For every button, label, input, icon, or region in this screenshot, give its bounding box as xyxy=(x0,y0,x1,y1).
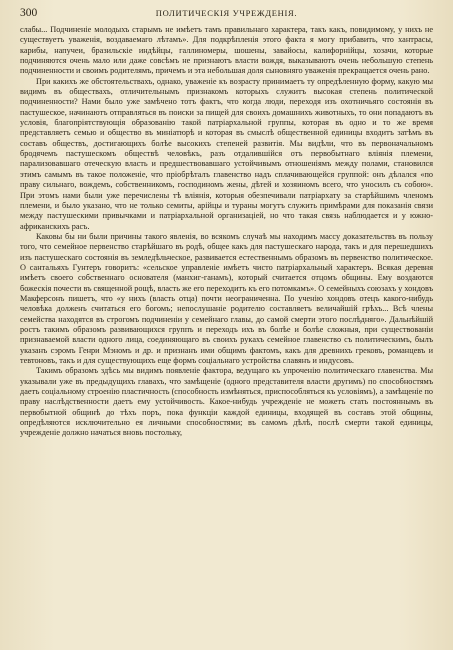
running-head: ПОЛИТИЧЕСКІЯ УЧРЕЖДЕНІЯ. xyxy=(155,8,298,18)
body-text xyxy=(20,25,433,439)
paragraph: Такимъ образомъ здѣсь мы видимъ появленіе фактора, ведущаго къ упроченію политическаго главенства. Мы указывали уже въ предыдущихъ главахъ, что замѣщеніе (одного представителя власти другимъ) по способностямъ даетъ соціальному строенію пластичность (способность измѣняться, приспособляться къ условіямъ), а замѣщеніе по праву наслѣдственности даетъ ему устойчивость. Какое-нибудь учрежденіе не можетъ стать постояннымъ въ первобытной общинѣ до тѣхъ поръ, пока функціи каждой единицы, входящей въ составъ этой общины, опредѣляются исключительно ея личными способностями; въ самомъ дѣлѣ, послѣ смерти такой единицы, учрежденіе должно начаться вновь постольку, xyxy=(20,366,433,438)
page-header xyxy=(20,6,433,22)
paragraph-continuation: слабы... Подчиненіе молодыхъ старымъ не имѣетъ тамъ правильнаго характера, такъ какъ, повидимому, у нихъ не существуетъ уваженія, воздаваемаго лѣтамъ». Для подкрѣпленія этого факта я могу прибавить, что хантрасы, карибы, напучеи, бразильскіе индѣйцы, галлиномеры, шошены, завайосы, калифорнійцы, хозачи, которые подчиняются очень мало или даже совсѣмъ не признаютъ власти вождя, выказываютъ очень небольшую степень подчиненности и своимъ родителямъ, причемъ и эта небольшая доля сыновняго уваженія прекращается очень рано. xyxy=(20,25,433,76)
paragraph: При какихъ же обстоятельствахъ, однако, уваженіе къ возрасту принимаетъ ту опредѣленную форму, какую мы видимъ въ обществахъ, отличительнымъ признакомъ которыхъ служитъ высокая степень политической подчиненности? Нами было уже замѣчено тотъ фактъ, что когда люди, переходя изъ охотничьяго состоянія въ пастушеское, начинаютъ отправляться въ поиски за пищей для своихъ домашнихъ животныхъ, то они попадаютъ въ условія, благопріятствующія образованію такой патріархальной группы, которая въ одно и то же время представляетъ семью и общество въ миніатюрѣ и которая въ смыслѣ общественной единицы входитъ затѣмъ въ составъ обществъ, достигающихъ болѣе высокихъ степеней развитія. Мы видѣли, что въ первоначальномъ бродячемъ пастушескомъ обществѣ человѣкъ, разъ отдалившійся отъ первобытнаго вліянія племени, парализовавшаго отеческую власть и предшествовавшаго устойчивымъ отношеніямъ между полами, становился этимъ самымъ въ такое положеніе, что пріобрѣталъ главенство надъ сплачивающейся группой: онъ дѣлался «по праву сильнаго, вождемъ, собственникомъ, господиномъ жены, дѣтей и хозяиномъ всего, что уносилъ съ собою». При этомъ нами были уже перечислены тѣ вліянія, которыя обезпечивали патріархату за старѣйшимъ членомъ племени, и было указано, что не только семиты, арійцы и тураны могутъ служить примѣрами для показанія связи между пастушескими привычками и патріархальной организаціей, но что такая связь наблюдается и у южно-африканскихъ расъ. xyxy=(20,76,433,231)
paragraph: Каковы бы ни были причины такого явленія, во всякомъ случаѣ мы находимъ массу доказательствъ въ пользу того, что семейное первенство старѣйшаго въ родѣ, общее какъ для пастушескаго народа, такъ и для перешедшихъ изъ пастушескаго состоянія въ земледѣльческое, развивается естественнымъ образомъ въ первенство политическое. О сантальяхъ Гунтеръ говоритъ: «сельское управленіе имѣетъ чисто патріархальный характеръ. Всякая деревня имѣетъ своего собственнаго основателя (манхиг-ганамъ), который считается отцомъ общины. Ему воздаются божескія почести въ священной рощѣ, власть же его переходитъ къ его потомкамъ». О семейныхъ союзахъ у хондовъ Макферсонъ пишетъ, что «у нихъ (власть отца) почти неограниченна. По ученію хондовъ отецъ какого-нибудь человѣка долженъ считаться его богомъ; непослушаніе родителю составляетъ величайшій грѣхъ... Всѣ члены семейства находятся въ строгомъ подчиненіи у семейнаго главы, до самой смерти этого послѣдняго». Дальнѣйшій ростъ такимъ образомъ развивающихся группъ и переходъ ихъ въ болѣе и болѣе сложныя, при существованіи признаваемой власти одного лица, соединяющаго въ своихъ рукахъ семейное главенство съ политическимъ, былъ указанъ сэромъ Генри Мэномъ и др. и признанъ ими общимъ фактомъ, какъ для древнихъ грековъ, романцевъ и тевтоновъ, такъ и для существующихъ еще формъ соціальнаго устройства славянъ и индусовъ. xyxy=(20,231,433,365)
page-number: 300 xyxy=(20,7,38,19)
